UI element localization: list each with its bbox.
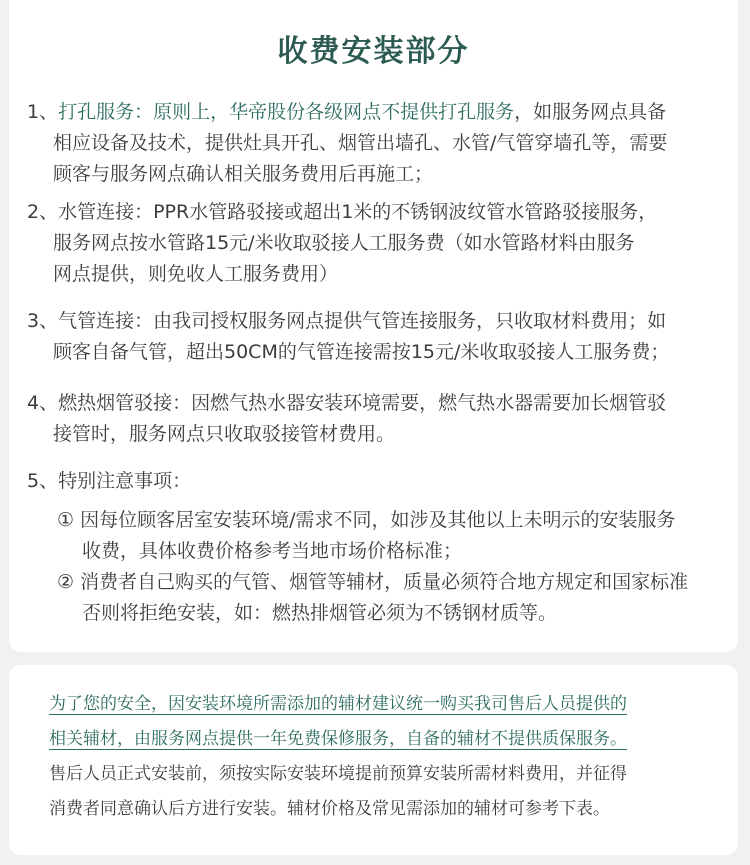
subitem-text: 消费者自己购买的气管、烟管等辅材，质量必须符合地方规定和国家标准 <box>80 571 689 593</box>
item-line: 顾客自备气管，超出50CM的气管连接需按15元/米收取驳接人工服务费； <box>53 341 670 363</box>
item-highlight: 原则上，华帝股份各级网点不提供打孔服务 <box>153 101 515 123</box>
item-drilling <box>27 97 720 190</box>
item-line: 接管时，服务网点只收取驳接管材费用。 <box>53 423 396 445</box>
item-number: 4、 <box>27 392 59 414</box>
item-number: 5、 <box>27 470 59 492</box>
item-number: 1、 <box>27 101 59 123</box>
item-text: 水管连接：PPR水管路驳接或超出1米的不锈钢波纹管水管路驳接服务， <box>58 201 658 223</box>
item-gas-pipe <box>27 306 720 368</box>
subitem-mark: ② <box>57 571 75 593</box>
item-flue-pipe <box>27 388 720 450</box>
subitem-line: 收费，具体收费价格参考当地市场价格标准； <box>82 540 463 562</box>
fee-installation-card <box>9 0 738 652</box>
note-text-line: 售后人员正式安装前，须按实际安装环境提前预算安装所需材料费用，并征得 <box>49 764 627 784</box>
item-water-pipe <box>27 197 720 290</box>
section-title: 收费安装部分 <box>277 34 470 69</box>
safety-note-card <box>9 665 738 855</box>
item-text: 燃热烟管驳接：因燃气热水器安装环境需要，燃气热水器需要加长烟管驳 <box>58 392 667 414</box>
subitem-1 <box>57 505 720 567</box>
note-text-line: 消费者同意确认后方进行安装。辅材价格及常见需添加的辅材可参考下表。 <box>49 799 610 819</box>
item-line: 顾客与服务网点确认相关服务费用后再施工； <box>53 163 434 185</box>
item-number: 3、 <box>27 310 59 332</box>
subitem-2 <box>57 567 720 629</box>
note-highlight-line: 相关辅材，由服务网点提供一年免费保修服务，自备的辅材不提供质保服务。 <box>49 729 627 749</box>
subitem-line: 否则将拒绝安装，如：燃热排烟管必须为不锈钢材质等。 <box>82 602 558 624</box>
item-text: 气管连接：由我司授权服务网点提供气管连接服务，只收取材料费用；如 <box>58 310 667 332</box>
item-label: 打孔服务： <box>58 101 154 123</box>
note-highlight-line: 为了您的安全，因安装环境所需添加的辅材建议统一购买我司售后人员提供的 <box>49 694 627 714</box>
item-line: 相应设备及技术，提供灶具开孔、烟管出墙孔、水管/气管穿墙孔等，需要 <box>53 132 668 154</box>
item-text: ，如服务网点具备 <box>514 101 667 123</box>
subitem-text: 因每位顾客居室安装环境/需求不同，如涉及其他以上未明示的安装服务 <box>80 509 676 531</box>
item-number: 2、 <box>27 201 59 223</box>
item-text: 特别注意事项： <box>58 470 192 492</box>
subitem-mark: ① <box>57 509 75 531</box>
item-line: 网点提供，则免收人工服务费用） <box>53 263 339 285</box>
item-special-notes <box>27 466 720 497</box>
item-line: 服务网点按水管路15元/米收取驳接人工服务费（如水管路材料由服务 <box>53 232 635 254</box>
